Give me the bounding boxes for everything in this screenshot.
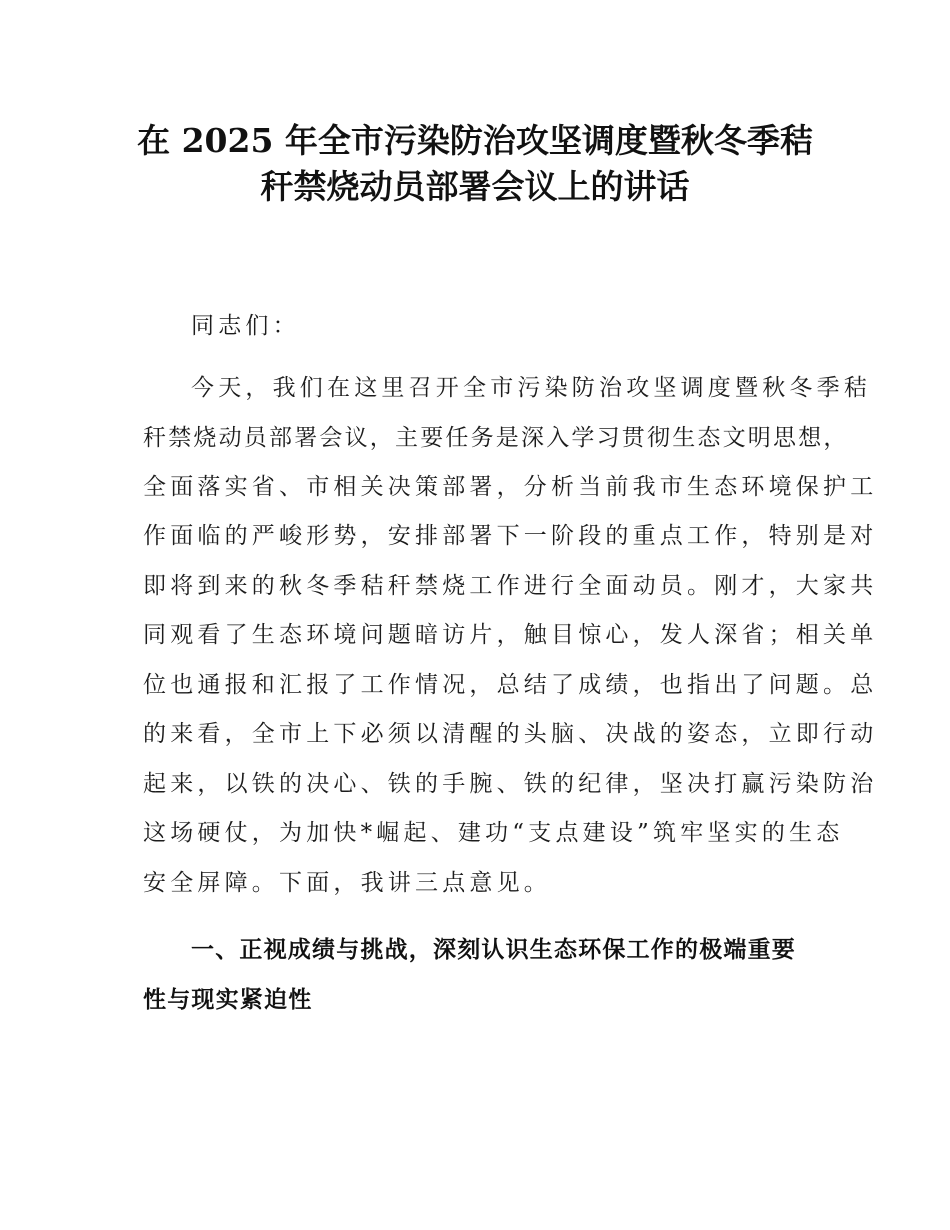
paragraph-line: 秆禁烧动员部署会议，主要任务是深入学习贯彻生态文明思想， bbox=[143, 425, 849, 451]
section-heading-line-2: 性与现实紧迫性 bbox=[143, 987, 313, 1013]
paragraph-line: 起来，以铁的决心、铁的手腕、铁的纪律，坚决打赢污染防治 bbox=[143, 771, 878, 797]
paragraph-line: 全面落实省、市相关决策部署，分析当前我市生态环境保护工 bbox=[143, 474, 878, 500]
paragraph-line: 安全屏障。下面，我讲三点意见。 bbox=[143, 870, 551, 896]
paragraph-line: 位也通报和汇报了工作情况，总结了成绩，也指出了问题。总 bbox=[143, 672, 878, 698]
paragraph-line: 这场硬仗，为加快*崛起、建功“支点建设”筑牢坚实的生态 bbox=[143, 820, 844, 846]
salutation: 同志们： bbox=[191, 313, 300, 339]
paragraph-line: 即将到来的秋冬季秸秆禁烧工作进行全面动员。刚才，大家共 bbox=[143, 573, 878, 599]
paragraph-line: 的来看，全市上下必须以清醒的头脑、决战的姿态，立即行动 bbox=[143, 721, 878, 747]
document-title-line-2: 秆禁烧动员部署会议上的讲话 bbox=[260, 167, 690, 206]
document-title-line-1: 在 2025 年全市污染防治攻坚调度暨秋冬季秸 bbox=[137, 121, 813, 160]
paragraph-line: 同观看了生态环境问题暗访片，触目惊心，发人深省；相关单 bbox=[143, 622, 878, 648]
paragraph-line: 作面临的严峻形势，安排部署下一阶段的重点工作，特别是对 bbox=[143, 523, 878, 549]
paragraph-line: 今天，我们在这里召开全市污染防治攻坚调度暨秋冬季秸 bbox=[191, 375, 871, 401]
section-heading-line-1: 一、正视成绩与挑战，深刻认识生态环保工作的极端重要 bbox=[191, 937, 796, 963]
